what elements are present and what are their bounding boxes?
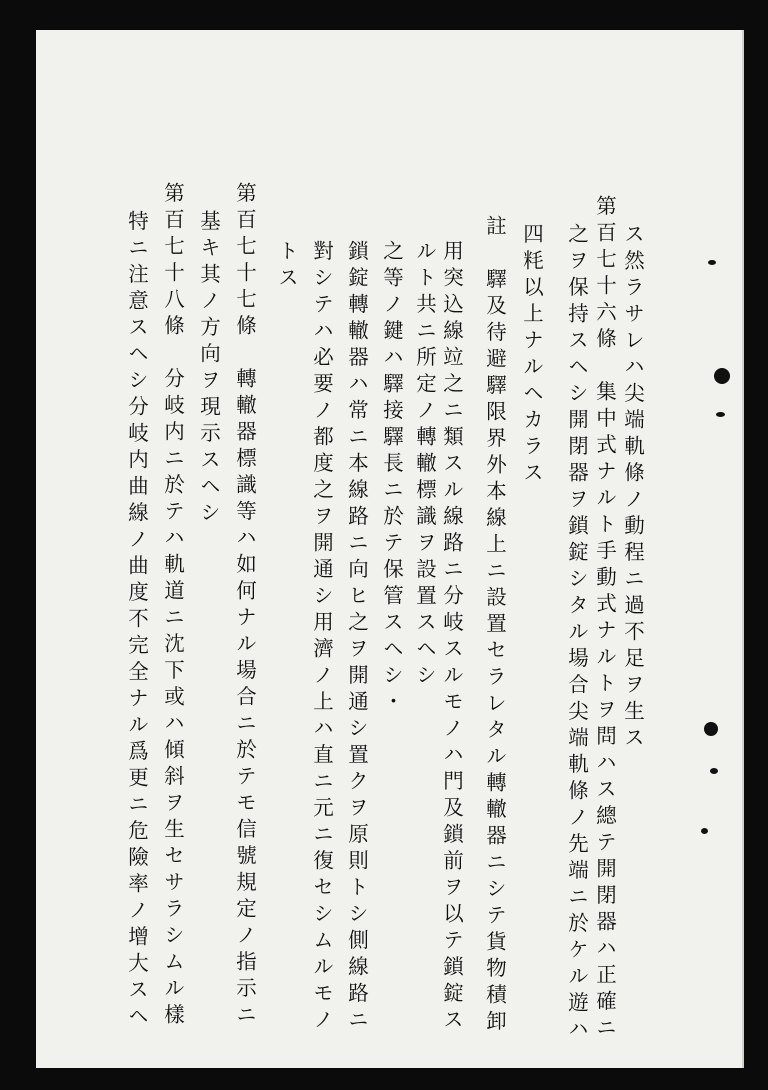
ink-speck-mark	[716, 412, 725, 417]
text-column: 基キ其ノ方向ヲ現示スヘシ	[196, 210, 221, 528]
document-page	[36, 30, 744, 1068]
ink-speck-mark	[701, 828, 708, 834]
text-column: ルト共ニ所定ノ轉轍標識ヲ設置スヘシ	[412, 240, 437, 691]
text-column: 四粍以上ナルヘカラス	[519, 223, 544, 488]
ink-blot-mark	[714, 368, 730, 384]
text-column: 之ヲ保持スヘシ開閉器ヲ鎖錠シタル場合尖端軌條ノ先端ニ於ケル遊ハ	[564, 223, 589, 1045]
text-column: 用突込線竝之ニ類スル線路ニ分岐スルモノハ門及鎖前ヲ以テ鎖錠ス	[439, 240, 464, 1035]
text-column: 鎖錠轉轍器ハ常ニ本線路ニ向ヒ之ヲ開通シ置クヲ原則トシ側線路ニ	[344, 240, 369, 1035]
text-column: ス然ラサレハ尖端軌條ノ動程ニ過不足ヲ生ス	[620, 223, 645, 753]
text-column: 對シテハ必要ノ都度之ヲ開通シ用濟ノ上ハ直ニ元ニ復セシムルモノ	[309, 240, 334, 1035]
ink-speck-mark	[708, 260, 716, 265]
ink-speck-mark	[710, 768, 718, 774]
text-column: 註 驛及待避驛限界外本線上ニ設置セラレタル轉轍器ニシテ貨物積卸	[482, 215, 507, 1037]
text-column: トス	[274, 240, 299, 293]
text-column: 特ニ注意スヘシ分岐内曲線ノ曲度不完全ナル爲更ニ危險率ノ增大スヘ	[124, 210, 149, 1032]
text-column: 第百七十八條 分岐内ニ於テハ軌道ニ沈下或ハ傾斜ヲ生セサラシムル樣	[160, 182, 185, 1030]
text-column: 之等ノ鍵ハ驛接驛長ニ於テ保管スヘシ・	[379, 240, 404, 717]
text-column: 第百七十七條 轉轍器標識等ハ如何ナル場合ニ於テモ信號規定ノ指示ニ	[232, 182, 257, 1030]
ink-blot-mark	[704, 722, 718, 736]
text-column: 第百七十六條 集中式ナルト手動式ナルトヲ問ハス總テ開閉器ハ正確ニ	[592, 195, 617, 1043]
